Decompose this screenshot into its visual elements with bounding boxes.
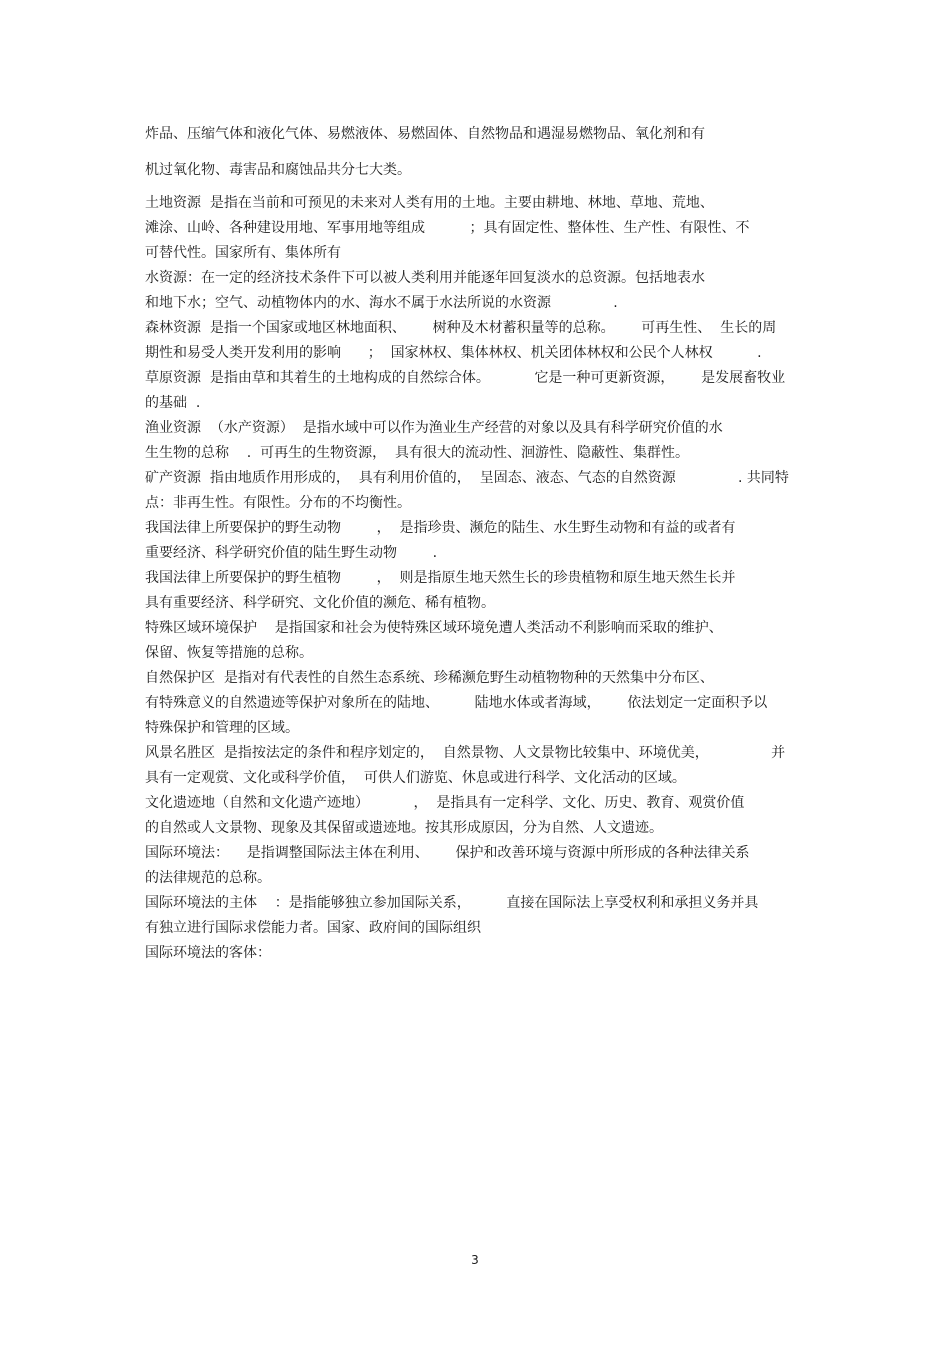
text-line: 风景名胜区 是指按法定的条件和程序划定的， 自然景物、人文景物比较集中、环境优美， 并 [145, 745, 786, 761]
text-line: 特殊区域环境保护 是指国家和社会为使特殊区域环境免遭人类活动不利影响而采取的维护、 [145, 620, 723, 636]
text-line: 可替代性。国家所有、集体所有 [145, 245, 341, 261]
text-line: 国际环境法的主体 ：是指能够独立参加国际关系， 直接在国际法上享受权利和承担义务并具 [145, 895, 759, 911]
text-line: 具有一定观赏、文化或科学价值， 可供人们游览、休息或进行科学、文化活动的区域。 [145, 770, 686, 786]
text-line: 具有重要经济、科学研究、文化价值的濒危、稀有植物。 [145, 595, 495, 611]
text-line: 机过氧化物、毒害品和腐蚀品共分七大类。 [145, 162, 411, 178]
text-line: 点：非再生性。有限性。分布的不均衡性。 [145, 495, 411, 511]
text-line: 矿产资源 指由地质作用形成的， 具有利用价值的， 呈固态、液态、气态的自然资源 . 共同特 [145, 470, 789, 486]
text-line: 渔业资源 （水产资源） 是指水域中可以作为渔业生产经营的对象以及具有科学研究价值的水 [145, 420, 723, 436]
text-line: 我国法律上所要保护的野生动物 ， 是指珍贵、濒危的陆生、水生野生动物和有益的或者有 [145, 520, 736, 536]
text-line: 土地资源 是指在当前和可预见的未来对人类有用的土地。主要由耕地、林地、草地、荒地、 [145, 195, 714, 211]
text-line: 我国法律上所要保护的野生植物 ， 则是指原生地天然生长的珍贵植物和原生地天然生长并 [145, 570, 736, 586]
text-line: 炸品、压缩气体和液化气体、易燃液体、易燃固体、自然物品和遇湿易燃物品、氧化剂和有 [145, 126, 705, 142]
text-line: 重要经济、科学研究价值的陆生野生动物 . [145, 545, 438, 561]
text-line: 的自然或人文景物、现象及其保留或遗迹地。按其形成原因，分为自然、人文遗迹。 [145, 820, 663, 836]
text-line: 国际环境法： 是指调整国际法主体在利用、 保护和改善环境与资源中所形成的各种法律关系 [145, 845, 750, 861]
text-line: 有独立进行国际求偿能力者。国家、政府间的国际组织 [145, 920, 481, 936]
text-line: 生生物的总称 . 可再生的生物资源， 具有很大的流动性、洄游性、隐蔽性、集群性。 [145, 445, 690, 461]
text-line: 水资源：在一定的经济技术条件下可以被人类利用并能逐年回复淡水的总资源。包括地表水 [145, 270, 705, 286]
text-line: 文化遗迹地（自然和文化遗产迹地） ， 是指具有一定科学、文化、历史、教育、观赏价值 [145, 795, 745, 811]
text-line: 特殊保护和管理的区域。 [145, 720, 299, 736]
text-line: 有特殊意义的自然遗迹等保护对象所在的陆地、 陆地水体或者海域， 依法划定一定面积予以 [145, 695, 768, 711]
text-line: 的法律规范的总称。 [145, 870, 271, 886]
text-line: 森林资源 是指一个国家或地区林地面积、 树种及木材蓄积量等的总称。 可再生性、 生长的周 [145, 320, 777, 336]
text-line: 自然保护区 是指对有代表性的自然生态系统、珍稀濒危野生动植物物种的天然集中分布区、 [145, 670, 714, 686]
text-line: 草原资源 是指由草和其着生的土地构成的自然综合体。 它是一种可更新资源， 是发展畜牧业 [145, 370, 786, 386]
text-line: 和地下水；空气、动植物体内的水、海水不属于水法所说的水资源 . [145, 295, 618, 311]
text-line: 国际环境法的客体： [145, 945, 271, 961]
text-line: 滩涂、山岭、各种建设用地、军事用地等组成 ；具有固定性、整体性、生产性、有限性、不 [145, 220, 750, 236]
text-line: 期性和易受人类开发利用的影响 ； 国家林权、集体林权、机关团体林权和公民个人林权 . [145, 345, 762, 361]
page-number: 3 [471, 1253, 479, 1267]
text-line: 保留、恢复等措施的总称。 [145, 645, 313, 661]
text-line: 的基础 . [145, 395, 201, 411]
